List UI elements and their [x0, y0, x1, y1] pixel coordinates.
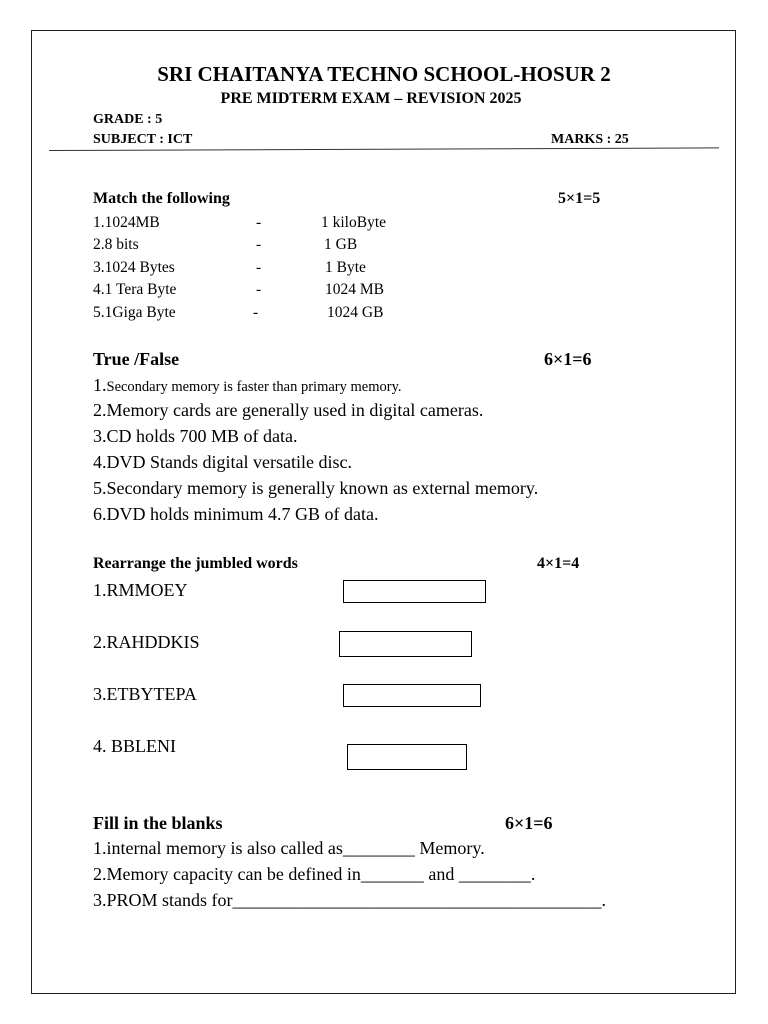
blanks-item-2: 2.Memory capacity can be defined in_______ and ________. [93, 864, 536, 884]
blanks-title: Fill in the blanks [93, 813, 223, 833]
jumbled-word-2: 2.RAHDDKIS [93, 632, 200, 652]
match-right-5: 1024 GB [327, 304, 384, 321]
exam-title: PRE MIDTERM EXAM – REVISION 2025 [220, 90, 522, 107]
match-left-4: 4.1 Tera Byte [93, 281, 177, 298]
match-left-3: 3.1024 Bytes [93, 259, 175, 276]
match-dash-1: - [256, 214, 262, 231]
jumbled-word-4: 4. BBLENI [93, 736, 176, 756]
match-left-1: 1.1024MB [93, 214, 160, 231]
marks-label: MARKS : 25 [551, 132, 629, 147]
answer-box-3[interactable] [343, 684, 481, 707]
grade-label: GRADE : 5 [93, 112, 163, 127]
truefalse-item-6: 6.DVD holds minimum 4.7 GB of data. [93, 504, 379, 524]
jumbled-title: Rearrange the jumbled words [93, 555, 298, 572]
match-dash-5: - [253, 304, 259, 321]
truefalse-item-2: 2.Memory cards are generally used in digital cameras. [93, 400, 484, 420]
match-dash-2: - [256, 236, 262, 253]
match-marks: 5×1=5 [558, 190, 601, 207]
truefalse-item-5: 5.Secondary memory is generally known as external memory. [93, 478, 539, 498]
match-right-3: 1 Byte [325, 259, 366, 276]
blanks-marks: 6×1=6 [505, 813, 553, 833]
match-right-2: 1 GB [324, 236, 358, 253]
match-right-1: 1 kiloByte [321, 214, 387, 231]
jumbled-word-1: 1.RMMOEY [93, 580, 188, 600]
truefalse-item-1-number: 1. [93, 375, 107, 395]
answer-box-1[interactable] [343, 580, 486, 603]
blanks-item-1: 1.internal memory is also called as________ Memory. [93, 838, 485, 858]
jumbled-word-3: 3.ETBYTEPA [93, 684, 197, 704]
truefalse-item-4: 4.DVD Stands digital versatile disc. [93, 452, 352, 472]
truefalse-item-3: 3.CD holds 700 MB of data. [93, 426, 298, 446]
truefalse-item-1-text: Secondary memory is faster than primary memory. [106, 379, 402, 395]
match-title: Match the following [93, 190, 230, 207]
truefalse-item-1 [93, 376, 402, 395]
answer-box-2[interactable] [339, 631, 472, 657]
match-left-2: 2.8 bits [93, 236, 139, 253]
match-right-4: 1024 MB [325, 281, 384, 298]
blanks-item-3: 3.PROM stands for_________________________________________. [93, 890, 607, 910]
answer-box-4[interactable] [347, 744, 467, 770]
match-dash-4: - [256, 281, 262, 298]
truefalse-marks: 6×1=6 [544, 349, 592, 369]
match-left-5: 5.1Giga Byte [93, 304, 176, 321]
subject-label: SUBJECT : ICT [93, 132, 193, 147]
jumbled-marks: 4×1=4 [537, 555, 580, 572]
school-name: SRI CHAITANYA TECHNO SCHOOL-HOSUR 2 [157, 62, 611, 86]
truefalse-title: True /False [93, 349, 180, 369]
match-dash-3: - [256, 259, 262, 276]
